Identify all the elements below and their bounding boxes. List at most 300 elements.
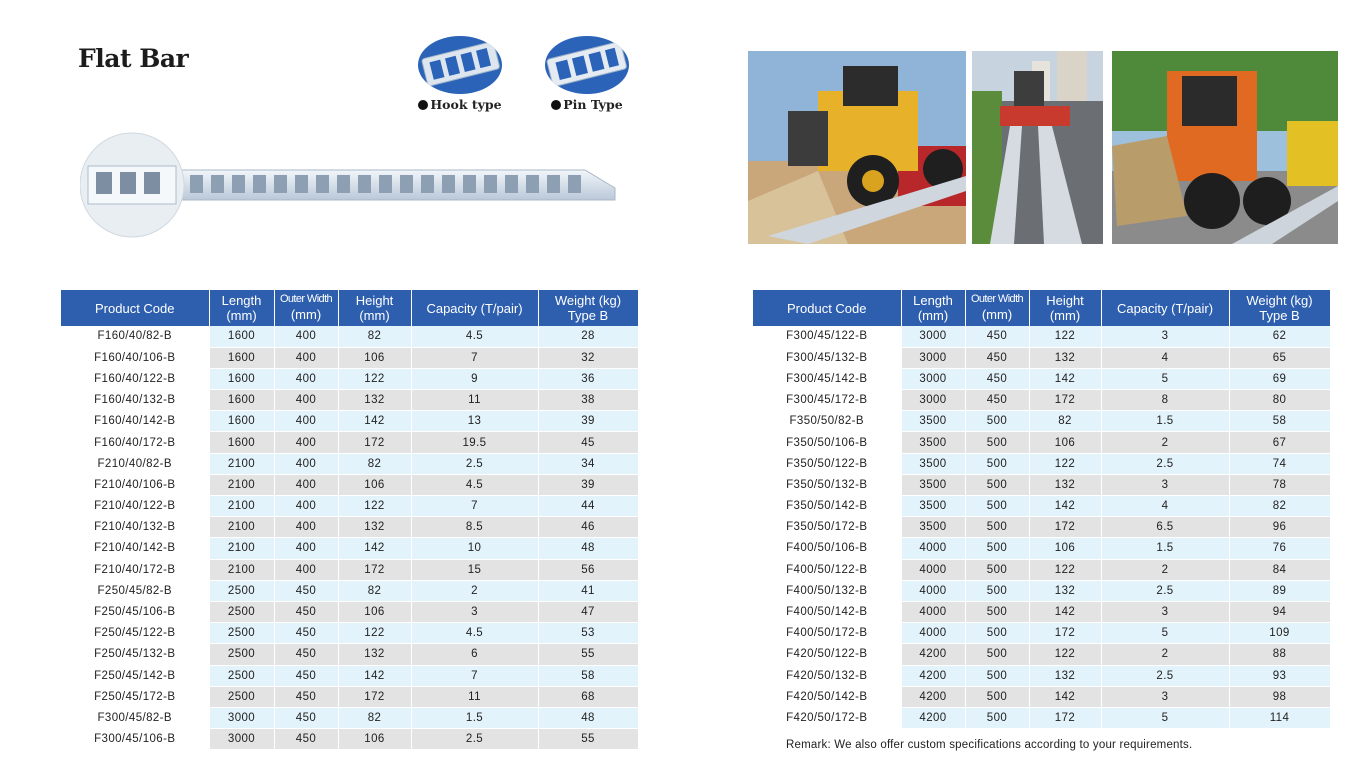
cell-weight: 84 — [1229, 559, 1330, 580]
table-row — [61, 686, 638, 707]
cell-outer-width: 500 — [965, 411, 1029, 432]
ramp-slot — [568, 175, 581, 193]
cell-height: 122 — [338, 496, 411, 517]
cell-length: 3000 — [901, 347, 965, 368]
header-height: Height (mm) — [1029, 290, 1101, 326]
ramp-slot — [547, 175, 560, 193]
table-row — [753, 644, 1330, 665]
pin-type-image — [545, 36, 629, 94]
cell-outer-width: 450 — [274, 665, 338, 686]
table-row — [61, 601, 638, 622]
table-row — [61, 411, 638, 432]
cell-product-code: F350/50/122-B — [753, 453, 901, 474]
cell-weight: 74 — [1229, 453, 1330, 474]
cell-outer-width: 400 — [274, 347, 338, 368]
table-row — [753, 665, 1330, 686]
table-row — [753, 580, 1330, 601]
cell-product-code: F160/40/172-B — [61, 432, 209, 453]
cell-length: 2500 — [209, 601, 274, 622]
hook-type-image — [418, 36, 502, 94]
cell-capacity: 2 — [1101, 644, 1229, 665]
cell-outer-width: 400 — [274, 538, 338, 559]
cell-product-code: F300/45/106-B — [61, 729, 209, 750]
table-row — [61, 496, 638, 517]
cell-weight: 47 — [538, 601, 638, 622]
cell-product-code: F400/50/142-B — [753, 601, 901, 622]
ramp-slot — [337, 175, 350, 193]
cell-outer-width: 500 — [965, 538, 1029, 559]
cell-weight: 82 — [1229, 496, 1330, 517]
cell-weight: 109 — [1229, 623, 1330, 644]
cell-length: 1600 — [209, 390, 274, 411]
table-header-row — [753, 290, 1330, 326]
cell-product-code: F250/45/142-B — [61, 665, 209, 686]
ramp-slot — [211, 175, 224, 193]
cell-height: 82 — [1029, 411, 1101, 432]
cell-weight: 69 — [1229, 368, 1330, 389]
cell-length: 3000 — [209, 729, 274, 750]
cell-length: 2500 — [209, 644, 274, 665]
table-row — [753, 347, 1330, 368]
cell-weight: 65 — [1229, 347, 1330, 368]
cell-product-code: F350/50/142-B — [753, 496, 901, 517]
cell-length: 1600 — [209, 411, 274, 432]
cell-outer-width: 500 — [965, 453, 1029, 474]
cell-weight: 88 — [1229, 644, 1330, 665]
cell-height: 82 — [338, 326, 411, 347]
cell-product-code: F210/40/132-B — [61, 517, 209, 538]
header-weight: Weight (kg) Type B — [538, 290, 638, 326]
cell-product-code: F210/40/106-B — [61, 474, 209, 495]
header-weight: Weight (kg) Type B — [1229, 290, 1330, 326]
cell-weight: 89 — [1229, 580, 1330, 601]
cell-height: 142 — [1029, 601, 1101, 622]
cell-length: 3000 — [901, 390, 965, 411]
cell-outer-width: 500 — [965, 665, 1029, 686]
cell-weight: 78 — [1229, 474, 1330, 495]
cell-weight: 36 — [538, 368, 638, 389]
cell-product-code: F300/45/82-B — [61, 707, 209, 728]
cell-product-code: F250/45/132-B — [61, 644, 209, 665]
cell-product-code: F300/45/172-B — [753, 390, 901, 411]
ramp-slot — [442, 175, 455, 193]
cell-height: 172 — [1029, 517, 1101, 538]
cell-outer-width: 500 — [965, 580, 1029, 601]
cell-length: 3000 — [209, 707, 274, 728]
cell-length: 3500 — [901, 496, 965, 517]
cell-length: 4000 — [901, 601, 965, 622]
cell-product-code: F210/40/122-B — [61, 496, 209, 517]
table-row — [61, 517, 638, 538]
cell-length: 3500 — [901, 411, 965, 432]
cell-capacity: 3 — [1101, 326, 1229, 347]
cell-capacity: 10 — [411, 538, 538, 559]
ramp-slot — [526, 175, 539, 193]
cell-capacity: 9 — [411, 368, 538, 389]
table-row — [753, 517, 1330, 538]
cell-capacity: 7 — [411, 496, 538, 517]
cell-weight: 34 — [538, 453, 638, 474]
cell-outer-width: 450 — [965, 326, 1029, 347]
cell-weight: 32 — [538, 347, 638, 368]
table-row — [753, 390, 1330, 411]
cell-length: 1600 — [209, 326, 274, 347]
header-outer-width: Outer Width (mm) — [274, 290, 338, 326]
cell-weight: 55 — [538, 644, 638, 665]
table-row — [61, 368, 638, 389]
cell-weight: 41 — [538, 580, 638, 601]
cell-weight: 80 — [1229, 390, 1330, 411]
cell-product-code: F160/40/122-B — [61, 368, 209, 389]
cell-weight: 39 — [538, 474, 638, 495]
ramp-slot — [316, 175, 329, 193]
spec-table-left — [61, 290, 639, 750]
cell-capacity: 1.5 — [1101, 411, 1229, 432]
table-row — [753, 707, 1330, 728]
cell-height: 132 — [338, 390, 411, 411]
cell-length: 2500 — [209, 686, 274, 707]
header-product-code: Product Code — [61, 290, 209, 326]
cell-capacity: 6 — [411, 644, 538, 665]
cell-outer-width: 400 — [274, 411, 338, 432]
table-row — [61, 453, 638, 474]
header-length: Length (mm) — [209, 290, 274, 326]
cell-height: 106 — [338, 347, 411, 368]
cell-length: 4200 — [901, 665, 965, 686]
cell-capacity: 3 — [1101, 474, 1229, 495]
cell-length: 2500 — [209, 665, 274, 686]
cell-capacity: 4 — [1101, 496, 1229, 517]
cell-capacity: 4 — [1101, 347, 1229, 368]
cell-product-code: F420/50/132-B — [753, 665, 901, 686]
cell-outer-width: 450 — [274, 729, 338, 750]
cell-height: 106 — [338, 474, 411, 495]
cell-outer-width: 450 — [965, 347, 1029, 368]
cell-capacity: 11 — [411, 390, 538, 411]
cell-length: 3500 — [901, 432, 965, 453]
cell-capacity: 15 — [411, 559, 538, 580]
cell-capacity: 2.5 — [1101, 665, 1229, 686]
table-row — [753, 623, 1330, 644]
cell-height: 132 — [1029, 580, 1101, 601]
cell-height: 142 — [1029, 368, 1101, 389]
cell-outer-width: 450 — [274, 644, 338, 665]
cell-product-code: F420/50/122-B — [753, 644, 901, 665]
cell-outer-width: 400 — [274, 390, 338, 411]
ramp-slot — [400, 175, 413, 193]
cell-capacity: 7 — [411, 665, 538, 686]
cell-product-code: F250/45/122-B — [61, 623, 209, 644]
cell-length: 4000 — [901, 538, 965, 559]
header-height: Height (mm) — [338, 290, 411, 326]
pin-type-label: Pin Type — [563, 97, 623, 112]
ramp-slot — [232, 175, 245, 193]
spec-table-right — [753, 290, 1331, 729]
ramp-slot — [463, 175, 476, 193]
table-row — [61, 347, 638, 368]
cell-outer-width: 500 — [965, 559, 1029, 580]
cell-height: 172 — [1029, 623, 1101, 644]
cell-outer-width: 400 — [274, 496, 338, 517]
hook-type-label: Hook type — [430, 97, 502, 112]
cell-capacity: 5 — [1101, 368, 1229, 389]
cell-weight: 67 — [1229, 432, 1330, 453]
cell-weight: 55 — [538, 729, 638, 750]
table-row — [61, 538, 638, 559]
cell-weight: 68 — [538, 686, 638, 707]
cell-weight: 93 — [1229, 665, 1330, 686]
cell-capacity: 2 — [411, 580, 538, 601]
cell-capacity: 2.5 — [411, 729, 538, 750]
cell-product-code: F400/50/122-B — [753, 559, 901, 580]
cell-capacity: 2 — [1101, 559, 1229, 580]
cell-product-code: F160/40/132-B — [61, 390, 209, 411]
cell-length: 2100 — [209, 496, 274, 517]
cell-outer-width: 500 — [965, 474, 1029, 495]
cell-outer-width: 400 — [274, 432, 338, 453]
cell-length: 2100 — [209, 559, 274, 580]
header-capacity: Capacity (T/pair) — [1101, 290, 1229, 326]
table-row — [753, 496, 1330, 517]
cell-length: 4000 — [901, 559, 965, 580]
cell-weight: 39 — [538, 411, 638, 432]
cell-outer-width: 500 — [965, 623, 1029, 644]
cell-outer-width: 450 — [274, 686, 338, 707]
ramp-slot — [505, 175, 518, 193]
cell-product-code: F350/50/106-B — [753, 432, 901, 453]
cell-product-code: F350/50/132-B — [753, 474, 901, 495]
cell-height: 82 — [338, 453, 411, 474]
table-row — [61, 326, 638, 347]
cell-capacity: 7 — [411, 347, 538, 368]
cell-outer-width: 450 — [965, 368, 1029, 389]
cell-capacity: 1.5 — [411, 707, 538, 728]
cell-outer-width: 500 — [965, 686, 1029, 707]
cell-capacity: 8 — [1101, 390, 1229, 411]
cell-product-code: F250/45/172-B — [61, 686, 209, 707]
cell-product-code: F400/50/172-B — [753, 623, 901, 644]
cell-height: 142 — [338, 411, 411, 432]
cell-capacity: 5 — [1101, 707, 1229, 728]
table-row — [753, 368, 1330, 389]
cell-capacity: 2.5 — [1101, 453, 1229, 474]
cell-length: 2100 — [209, 517, 274, 538]
table-row — [753, 601, 1330, 622]
cell-product-code: F160/40/82-B — [61, 326, 209, 347]
table-row — [753, 559, 1330, 580]
cell-product-code: F250/45/82-B — [61, 580, 209, 601]
cell-height: 122 — [1029, 453, 1101, 474]
cell-weight: 28 — [538, 326, 638, 347]
cell-capacity: 5 — [1101, 623, 1229, 644]
cell-length: 2100 — [209, 474, 274, 495]
table-row — [61, 580, 638, 601]
cell-height: 122 — [338, 368, 411, 389]
cell-capacity: 4.5 — [411, 474, 538, 495]
cell-length: 4000 — [901, 623, 965, 644]
cell-outer-width: 450 — [965, 390, 1029, 411]
ramp-slot — [358, 175, 371, 193]
cell-height: 172 — [338, 686, 411, 707]
cell-weight: 76 — [1229, 538, 1330, 559]
cell-capacity: 3 — [411, 601, 538, 622]
cell-height: 132 — [1029, 474, 1101, 495]
cell-height: 82 — [338, 580, 411, 601]
cell-height: 82 — [338, 707, 411, 728]
cell-length: 4200 — [901, 644, 965, 665]
ramp-slot — [421, 175, 434, 193]
table-row — [61, 707, 638, 728]
cell-length: 2100 — [209, 453, 274, 474]
cell-outer-width: 400 — [274, 326, 338, 347]
cell-height: 132 — [1029, 665, 1101, 686]
cell-weight: 98 — [1229, 686, 1330, 707]
header-outer-width: Outer Width (mm) — [965, 290, 1029, 326]
cell-outer-width: 450 — [274, 707, 338, 728]
cell-length: 3500 — [901, 517, 965, 538]
header-product-code: Product Code — [753, 290, 901, 326]
table-row — [61, 559, 638, 580]
cell-height: 106 — [338, 601, 411, 622]
cell-length: 3500 — [901, 474, 965, 495]
cell-capacity: 13 — [411, 411, 538, 432]
page-title: Flat Bar — [78, 44, 189, 73]
cell-height: 142 — [338, 665, 411, 686]
cell-length: 4000 — [901, 580, 965, 601]
cell-product-code: F160/40/142-B — [61, 411, 209, 432]
ramp-slot — [190, 175, 203, 193]
cell-outer-width: 400 — [274, 368, 338, 389]
cell-height: 172 — [1029, 390, 1101, 411]
table-row — [61, 644, 638, 665]
cell-height: 172 — [338, 559, 411, 580]
cell-outer-width: 400 — [274, 474, 338, 495]
cell-weight: 38 — [538, 390, 638, 411]
cell-height: 132 — [1029, 347, 1101, 368]
cell-product-code: F210/40/142-B — [61, 538, 209, 559]
cell-outer-width: 450 — [274, 623, 338, 644]
table-row — [753, 411, 1330, 432]
cell-outer-width: 450 — [274, 601, 338, 622]
cell-length: 2500 — [209, 580, 274, 601]
cell-height: 142 — [1029, 496, 1101, 517]
table-row — [61, 729, 638, 750]
cell-weight: 94 — [1229, 601, 1330, 622]
skid-steer-photo — [1112, 51, 1338, 244]
cell-height: 172 — [1029, 707, 1101, 728]
cell-length: 1600 — [209, 432, 274, 453]
cell-weight: 58 — [1229, 411, 1330, 432]
ramp-slot — [274, 175, 287, 193]
cell-length: 1600 — [209, 368, 274, 389]
cell-outer-width: 450 — [274, 580, 338, 601]
remark-text: Remark: We also offer custom specifications according to your requirements. — [786, 739, 1193, 751]
table-row — [61, 474, 638, 495]
cell-capacity: 2.5 — [411, 453, 538, 474]
cell-weight: 53 — [538, 623, 638, 644]
cell-height: 106 — [338, 729, 411, 750]
bullet-icon — [418, 100, 428, 110]
table-row — [753, 326, 1330, 347]
cell-weight: 46 — [538, 517, 638, 538]
cell-height: 122 — [1029, 326, 1101, 347]
table-row — [753, 686, 1330, 707]
cell-outer-width: 400 — [274, 453, 338, 474]
table-row — [61, 623, 638, 644]
table-header-row — [61, 290, 638, 326]
cell-length: 3000 — [901, 326, 965, 347]
cell-product-code: F350/50/172-B — [753, 517, 901, 538]
cell-product-code: F300/45/122-B — [753, 326, 901, 347]
wheel-loader-photo — [748, 51, 966, 244]
cell-length: 4200 — [901, 707, 965, 728]
cell-capacity: 8.5 — [411, 517, 538, 538]
table-row — [753, 538, 1330, 559]
cell-product-code: F420/50/142-B — [753, 686, 901, 707]
cell-product-code: F400/50/132-B — [753, 580, 901, 601]
cell-height: 132 — [338, 644, 411, 665]
ramp-illustration — [80, 130, 620, 242]
cell-outer-width: 500 — [965, 601, 1029, 622]
table-row — [61, 665, 638, 686]
cell-capacity: 2.5 — [1101, 580, 1229, 601]
cell-capacity: 1.5 — [1101, 538, 1229, 559]
cell-length: 2500 — [209, 623, 274, 644]
cell-height: 122 — [338, 623, 411, 644]
cell-height: 142 — [338, 538, 411, 559]
cell-outer-width: 400 — [274, 559, 338, 580]
table-row — [753, 453, 1330, 474]
cell-product-code: F160/40/106-B — [61, 347, 209, 368]
cell-outer-width: 400 — [274, 517, 338, 538]
cell-weight: 48 — [538, 538, 638, 559]
cell-length: 3000 — [901, 368, 965, 389]
cell-outer-width: 500 — [965, 707, 1029, 728]
cell-height: 142 — [1029, 686, 1101, 707]
table-row — [61, 432, 638, 453]
cell-outer-width: 500 — [965, 496, 1029, 517]
cell-outer-width: 500 — [965, 432, 1029, 453]
cell-product-code: F250/45/106-B — [61, 601, 209, 622]
cell-capacity: 19.5 — [411, 432, 538, 453]
cell-weight: 56 — [538, 559, 638, 580]
table-row — [753, 432, 1330, 453]
table-row — [753, 474, 1330, 495]
cell-length: 3500 — [901, 453, 965, 474]
cell-height: 106 — [1029, 538, 1101, 559]
cell-weight: 44 — [538, 496, 638, 517]
cell-capacity: 11 — [411, 686, 538, 707]
bullet-icon — [551, 100, 561, 110]
cell-height: 172 — [338, 432, 411, 453]
cell-length: 2100 — [209, 538, 274, 559]
cell-weight: 62 — [1229, 326, 1330, 347]
cell-product-code: F210/40/172-B — [61, 559, 209, 580]
cell-weight: 96 — [1229, 517, 1330, 538]
cell-product-code: F210/40/82-B — [61, 453, 209, 474]
cell-capacity: 4.5 — [411, 623, 538, 644]
cell-product-code: F420/50/172-B — [753, 707, 901, 728]
cell-height: 132 — [338, 517, 411, 538]
ramp-slot — [253, 175, 266, 193]
cell-product-code: F350/50/82-B — [753, 411, 901, 432]
cell-capacity: 3 — [1101, 686, 1229, 707]
cell-length: 4200 — [901, 686, 965, 707]
header-capacity: Capacity (T/pair) — [411, 290, 538, 326]
ramp-slot — [295, 175, 308, 193]
pin-type-badge — [542, 36, 632, 112]
ramp-slot — [484, 175, 497, 193]
